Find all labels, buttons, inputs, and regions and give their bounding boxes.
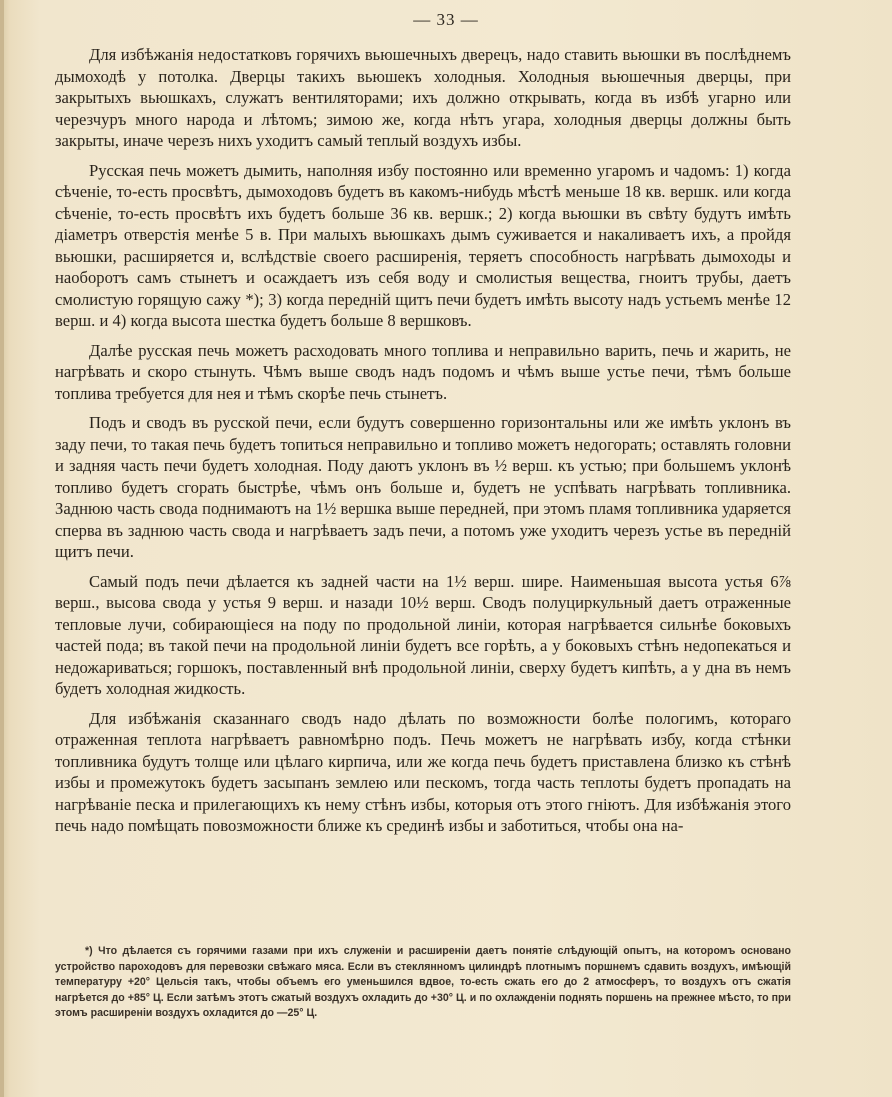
page-binding-edge: [0, 0, 4, 1097]
paragraph: Далѣе русская печь можетъ расходовать много топлива и неправильно варить, печь и жарить, не нагрѣвать и скоро стынуть. Чѣмъ выше сводъ надъ подомъ и чѣмъ выше устье печи, тѣмъ больше топлива требуется для нея и тѣмъ скорѣе печь стынетъ.: [55, 340, 791, 403]
footnote: *) Что дѣлается съ горячими газами при ихъ служеніи и расширеніи даетъ понятіе слѣдующій опытъ, на которомъ основано устройство пароходовъ для перевозки свѣжаго мяса. Если въ стеклянномъ цилиндрѣ плотнымъ поршнемъ сдавить воздухъ, имѣющій температуру +20° Цельсія такъ, чтобы объемъ его уменьшился вдвое, то-есть сжать его до 2 атмосферъ, то воздухъ отъ сжатія нагрѣется до +85° Ц. Если затѣмъ этотъ сжатый воздухъ охладить до +30° Ц. и по охлажденіи поднять поршень на прежнее мѣсто, то при этомъ расширеніи воздухъ охладится до —25° Ц.: [55, 945, 791, 1019]
body-text: [55, 44, 791, 845]
paragraph: Русская печь можетъ дымить, наполняя избу постоянно или временно угаромъ и чадомъ: 1) когда сѣченіе, то-есть просвѣтъ, дымоходовъ будетъ въ какомъ-нибудь мѣстѣ меньше 18 кв. вершк. или когда сѣченіе, то-есть просвѣтъ ихъ будетъ больше 36 кв. вершк.; 2) когда вьюшки въ свѣту будутъ имѣть діаметръ отверстія менѣе 5 в. При малыхъ вьюшкахъ дымъ суживается и накаливаетъ ихъ, а пройдя вьюшки, расширяется и, вслѣдствіе своего расширенія, теряетъ способность нагрѣвать дымоходы и наоборотъ самъ стынетъ и осаждаетъ изъ себя воду и смолистыя вещества, гноитъ трубы, даетъ смолистую горящую сажу *); 3) когда передній щитъ печи будетъ имѣть высоту надъ устьемъ менѣе 12 верш. и 4) когда высота шестка будетъ больше 8 вершковъ.: [55, 160, 791, 330]
paragraph: Для избѣжанія недостатковъ горячихъ вьюшечныхъ дверецъ, надо ставить вьюшки въ послѣднемъ дымоходѣ у потолка. Дверцы такихъ вьюшекъ холодныя. Холодныя вьюшечныя дверцы, при закрытыхъ вьюшкахъ, служатъ вентиляторами; ихъ должно открывать, когда въ избѣ угарно или черезчуръ много народа и лѣтомъ; зимою же, когда нѣтъ угара, холодныя дверцы должны быть закрыты, иначе черезъ нихъ уходитъ самый теплый воздухъ избы.: [55, 45, 791, 150]
paragraph: Для избѣжанія сказаннаго сводъ надо дѣлать по возможности болѣе пологимъ, котораго отраженная теплота нагрѣваетъ равномѣрно подъ. Печь можетъ не нагрѣвать избу, когда стѣнки топливника будутъ толще или цѣлаго кирпича, или же когда печь будетъ приставлена близко къ стѣнѣ избы и промежутокъ будетъ засыпанъ землею или пескомъ, тогда часть теплоты будетъ пропадать на нагрѣваніе песка и прилегающихъ къ нему стѣнъ избы, которыя отъ этого гніютъ. Для избѣжанія этого печь надо помѣщать повозможности ближе къ срединѣ избы и заботиться, чтобы она на-: [55, 708, 791, 835]
paragraph: Самый подъ печи дѣлается къ задней части на 1½ верш. шире. Наименьшая высота устья 6⅞ верш., высова свода у устья 9 верш. и назади 10½ верш. Сводъ полуциркульный даетъ отраженные тепловые лучи, собирающіеся на поду по продольной линіи, которая нагрѣвается сильнѣе боковыхъ частей пода; въ такой печи на продольной линіи будетъ все горѣть, а у боковыхъ стѣнъ недопекаться и недожариваться; горшокъ, поставленный внѣ продольной линіи, сверху будетъ кипѣть, а у дна въ немъ будетъ холодная жидкость.: [55, 571, 791, 698]
paragraph: Подъ и сводъ въ русской печи, если будутъ совершенно горизонтальны или же имѣть уклонъ въ заду печи, то такая печь будетъ топиться неправильно и топливо можетъ недогорать; оставлять головни и задняя часть печи будетъ холодная. Поду даютъ уклонъ въ ½ верш. къ устью; при большемъ уклонѣ топливо будетъ сгорать быстрѣе, чѣмъ онъ больше и, будетъ не успѣвать нагрѣвать топливника. Заднюю часть свода поднимаютъ на 1½ вершка выше передней, при этомъ пламя топливника ударяется сперва въ заднюю часть свода и нагрѣваетъ задъ печи, а потомъ уже уходитъ черезъ устье въ передній щитъ печи.: [55, 413, 791, 561]
page-number: — 33 —: [413, 10, 479, 29]
